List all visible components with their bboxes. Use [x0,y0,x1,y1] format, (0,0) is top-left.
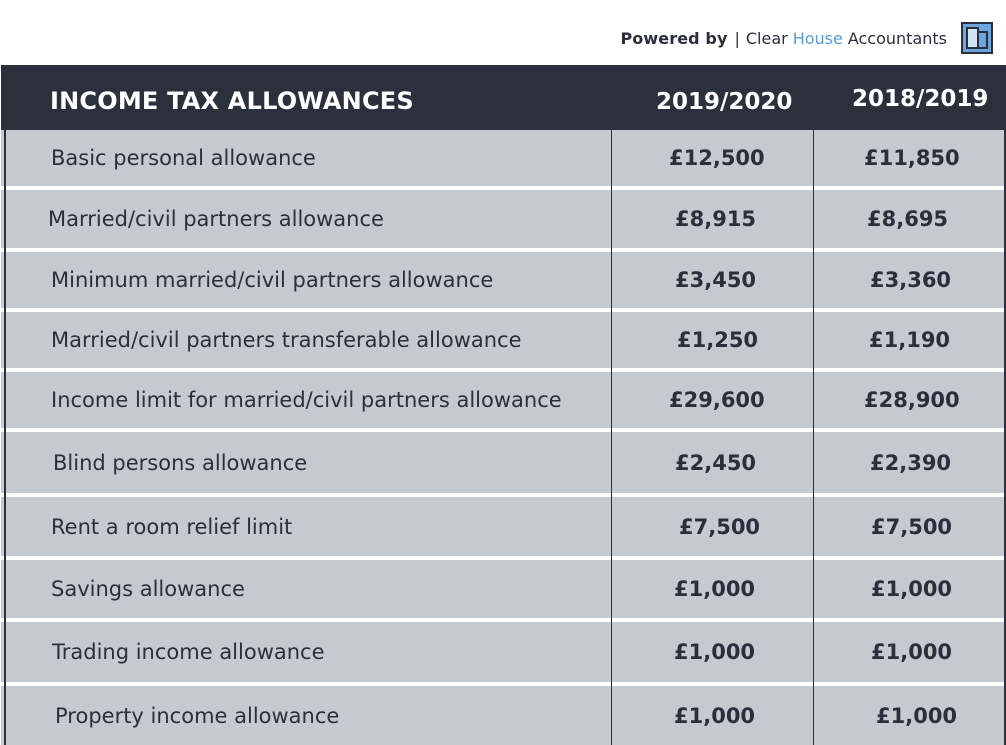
value-2019-2020: £12,500 [669,146,765,170]
powered-by-text: Powered by [620,28,728,48]
table-row [1,493,1006,556]
value-2019-2020: £8,915 [675,207,757,231]
table-row [1,368,1006,428]
value-2019-2020: £3,450 [675,268,757,292]
value-2019-2020: £7,500 [679,514,761,539]
value-2018-2019: £11,850 [864,146,960,170]
row-label: Rent a room relief limit [51,514,293,539]
column-header-2019-2020: 2019/2020 [656,89,793,115]
row-label: Married/civil partners transferable allowance [51,328,522,352]
row-label: Minimum married/civil partners allowance [51,268,494,292]
brand-name [746,29,947,48]
value-2019-2020: £1,000 [674,640,756,664]
row-label: Basic personal allowance [51,146,316,170]
column-header-2018-2019: 2018/2019 [852,86,989,112]
row-label: Blind persons allowance [53,450,308,475]
table-body [1,130,1006,745]
row-label: Married/civil partners allowance [48,207,384,231]
value-2018-2019: £1,000 [876,703,958,728]
row-label: Property income allowance [55,703,340,728]
table-row [1,682,1006,745]
table-row [1,618,1006,682]
value-2018-2019: £3,360 [870,268,952,292]
value-2018-2019: £8,695 [867,207,949,231]
column-divider-2 [813,130,814,745]
table-title: INCOME TAX ALLOWANCES [50,87,414,115]
brand-name-part1: Clear [745,28,788,48]
value-2019-2020: £1,000 [674,577,756,601]
brand-separator: | [734,28,740,48]
value-2018-2019: £2,390 [870,450,952,475]
row-label: Trading income allowance [52,640,325,664]
column-divider-1 [611,130,612,745]
clear-house-logo-icon [961,22,993,54]
value-2018-2019: £7,500 [871,514,953,539]
row-label: Savings allowance [51,577,245,601]
table-row [1,186,1006,248]
value-2019-2020: £29,600 [669,388,765,412]
value-2019-2020: £1,250 [677,328,759,352]
brand [620,24,993,52]
value-2018-2019: £1,190 [869,328,951,352]
value-2018-2019: £28,900 [864,388,960,412]
income-tax-allowances-table [1,65,1006,745]
brand-name-part2: House [792,28,843,48]
table-header [1,65,1006,130]
table-row [1,130,1006,186]
value-2018-2019: £1,000 [871,577,953,601]
row-label: Income limit for married/civil partners allowance [51,388,562,412]
table-left-border [4,130,6,745]
table-row [1,248,1006,308]
value-2019-2020: £1,000 [674,703,756,728]
value-2019-2020: £2,450 [675,450,757,475]
table-row [1,308,1006,368]
value-2018-2019: £1,000 [871,640,953,664]
brand-name-part3: Accountants [847,28,947,48]
table-row [1,556,1006,618]
table-row [1,428,1006,493]
